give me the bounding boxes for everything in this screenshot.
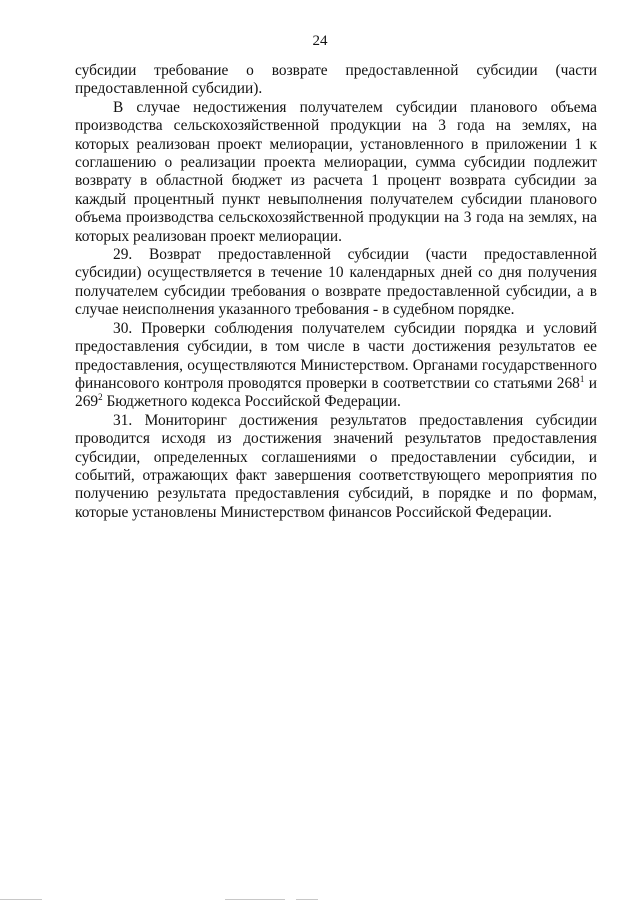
item-30-text-mid: и 269 <box>75 374 597 411</box>
paragraph-item-29: 29. Возврат предоставленной субсидии (части предоставленной субсидии) осуществляется в течение 10 календарных дней со дня получения получателем субсидии требования о возврате предоставленной субсидии, а в случае неисполнения указанного требования - в судебном порядке. <box>75 246 597 319</box>
scan-mark-center-right <box>296 899 318 900</box>
scan-mark-left <box>0 899 42 900</box>
item-30-text-after: Бюджетного кодекса Российской Федерации. <box>102 393 401 411</box>
page-number: 24 <box>312 33 328 49</box>
scan-mark-center <box>225 899 285 900</box>
article-268-superscript: 1 <box>579 373 585 384</box>
paragraph-continuation: субсидии требование о возврате предоставленной субсидии (части предоставленной субсидии). <box>75 62 597 98</box>
scan-edge-marks <box>0 897 640 903</box>
paragraph-item-30 <box>75 320 597 412</box>
article-269-superscript: 2 <box>98 392 103 403</box>
document-body <box>75 62 597 522</box>
paragraph-item-31: 31. Мониторинг достижения результатов предоставления субсидии проводится исходя из достижения значений результатов предоставления субсидии, определенных соглашениями о предоставлении субсидии, и событий, отражающих факт завершения соответствующего мероприятия по получению результата предоставления субсидий, в порядке и по формам, которые установлены Министерством финансов Российской Федерации. <box>75 411 597 521</box>
paragraph-penalty: В случае недостижения получателем субсидии планового объема производства сельскохозяйственной продукции на 3 года на землях, на которых реализован проект мелиорации, установленного в приложении 1 к соглашению о реализации проекта мелиорации, сумма субсидии подлежит возврату в областной бюджет из расчета 1 процент возврата субсидии за каждый процентный пункт невыполнения получателем субсидии планового объема производства сельскохозяйственной продукции на 3 года на землях, на которых реализован проект мелиорации. <box>75 98 597 245</box>
item-30-text-before: 30. Проверки соблюдения получателем субсидии порядка и условий предоставления субсидии, в том числе в части достижения результатов ее предоставления, осуществляются Министерством. Органами государственного финансового контроля проводятся проверки в соответствии со статьями 268 <box>75 319 597 392</box>
